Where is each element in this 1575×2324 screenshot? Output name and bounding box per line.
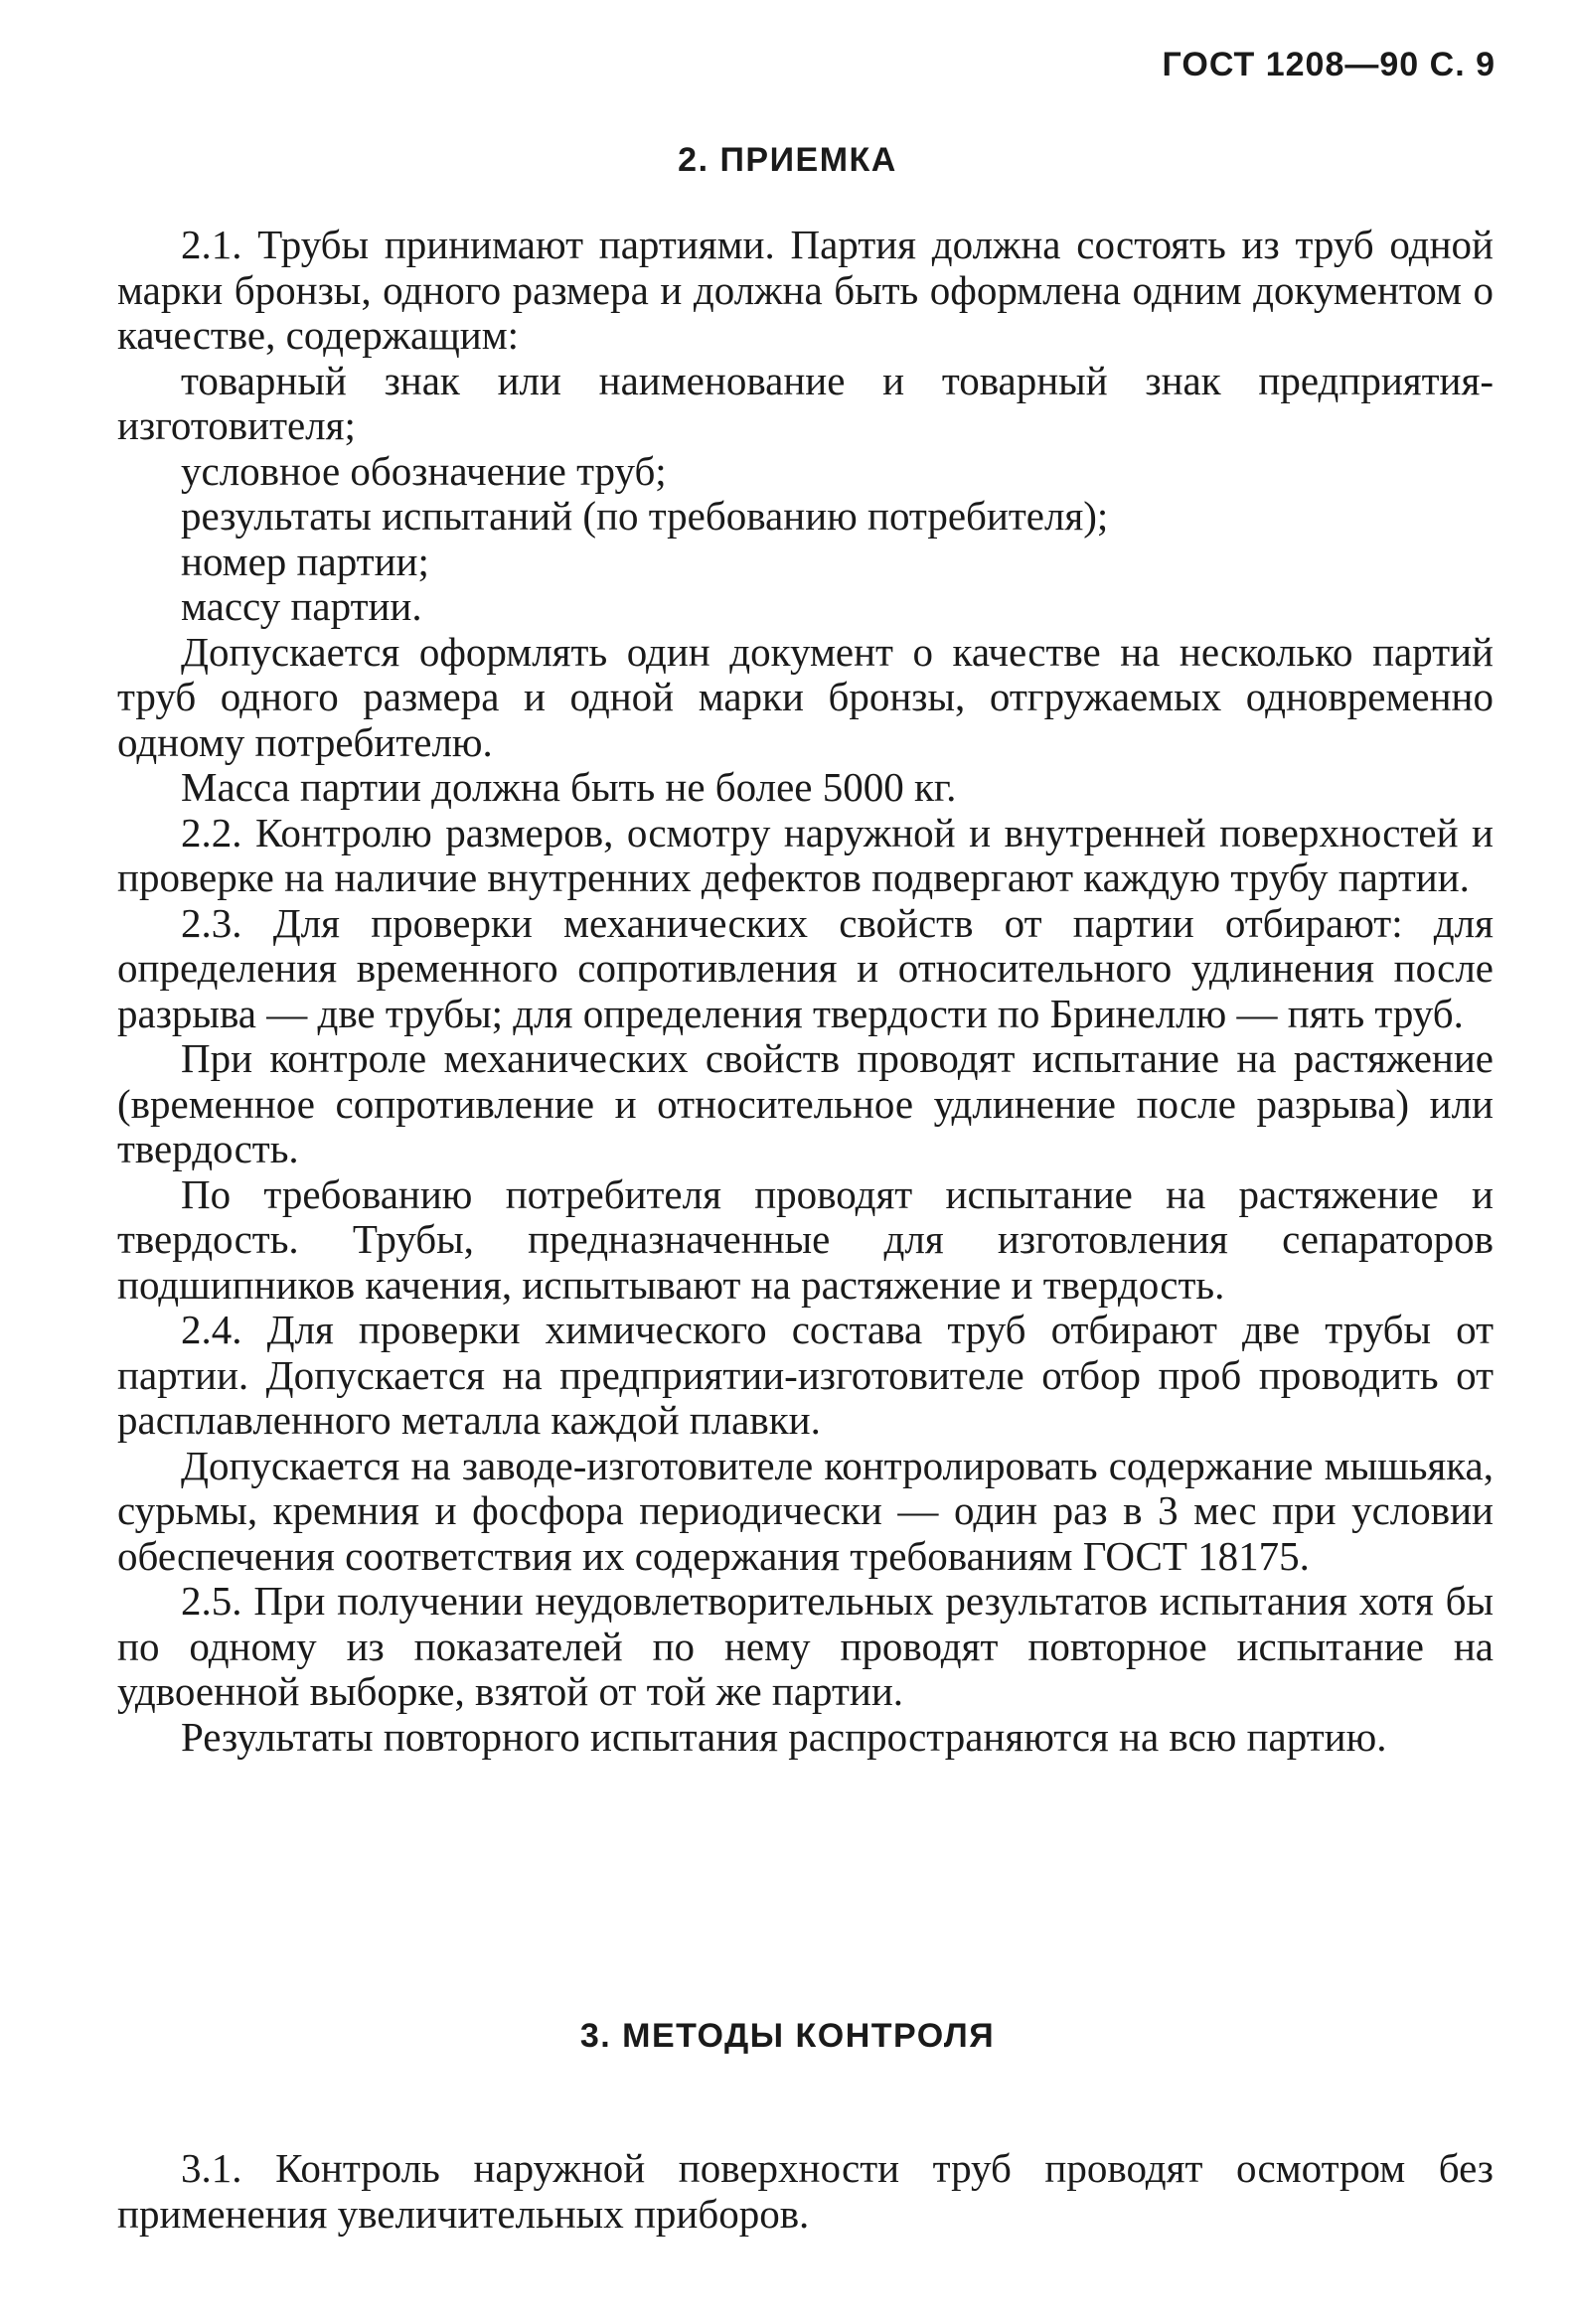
paragraph-2-4: 2.4. Для проверки химического состава труб отбирают две трубы от партии. Допускается на предприятии-изготовителе отбор проб проводить от расплавленного металла каждой плавки. <box>117 1307 1494 1443</box>
list-item-batch-number: номер партии; <box>181 538 429 584</box>
section-body-control-methods <box>117 2146 1494 2237</box>
paragraph-batch-mass-limit: Масса партии должна быть не более 5000 кг. <box>181 764 957 810</box>
paragraph-mechanical-tests: При контроле механических свойств проводят испытание на растяжение (временное сопротивление и относительное удлинение после разрыва) или твердость. <box>117 1035 1494 1171</box>
paragraph-periodic-control: Допускается на заводе-изготовителе контролировать содержание мышьяка, сурьмы, кремния и фосфора периодически — один раз в 3 мес при условии обеспечения соответствия их содержания требованиям ГОСТ 18175. <box>117 1442 1494 1579</box>
list-item-test-results: результаты испытаний (по требованию потребителя); <box>181 493 1109 539</box>
list-item-batch-mass: массу партии. <box>181 583 422 629</box>
section-title-control-methods: 3. МЕТОДЫ КОНТРОЛЯ <box>579 2017 996 2055</box>
list-item-designation: условное обозначение труб; <box>181 447 667 494</box>
paragraph-2-5: 2.5. При получении неудовлетворительных результатов испытания хотя бы по одному из показателей по нему проводят повторное испытание на удвоенной выборке, взятой от той же партии. <box>117 1578 1494 1714</box>
running-head: ГОСТ 1208—90 С. 9 <box>1162 46 1496 83</box>
section-body-acceptance <box>117 223 1494 1760</box>
paragraph-3-1: 3.1. Контроль наружной поверхности труб проводят осмотром без применения увеличительных приборов. <box>117 2145 1494 2237</box>
section-title-acceptance: 2. ПРИЕМКА <box>678 141 897 179</box>
paragraph-2-2: 2.2. Контролю размеров, осмотру наружной и внутренней поверхностей и проверке на наличие внутренних дефектов подвергают каждую трубу партии. <box>117 809 1494 900</box>
paragraph-single-document: Допускается оформлять один документ о качестве на несколько партий труб одного размера и одной марки бронзы, отгружаемых одновременно одному потребителю. <box>117 628 1494 765</box>
paragraph-retest-results: Результаты повторного испытания распространяются на всю партию. <box>181 1713 1387 1760</box>
list-item-trademark: товарный знак или наименование и товарный знак предприятия-изготовителя; <box>117 357 1494 448</box>
paragraph-2-3: 2.3. Для проверки механических свойств от партии отбирают: для определения временного сопротивления и относительного удлинения после разрыва — две трубы; для определения твердости по Бринеллю — пять труб. <box>117 899 1494 1036</box>
paragraph-consumer-request: По требованию потребителя проводят испытание на растяжение и твердость. Трубы, предназначенные для изготовления сепараторов подшипников качения, испытывают на растяжение и твердость. <box>117 1170 1494 1308</box>
paragraph-2-1: 2.1. Трубы принимают партиями. Партия должна состоять из труб одной марки бронзы, одного размера и должна быть оформлена одним документом о качестве, содержащим: <box>117 222 1494 358</box>
